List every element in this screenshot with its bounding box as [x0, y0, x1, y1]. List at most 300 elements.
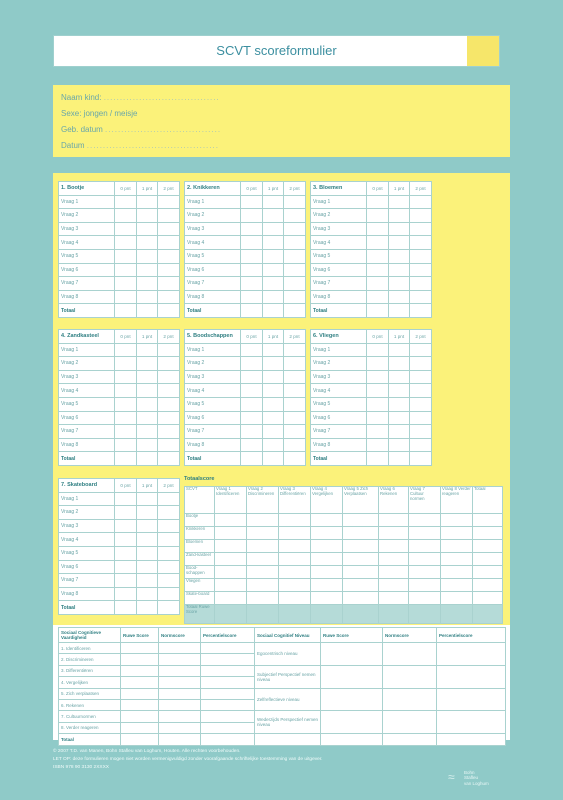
score-cell[interactable]: [410, 438, 432, 452]
score-cell[interactable]: [389, 222, 410, 236]
score-cell[interactable]: [389, 290, 410, 304]
skill-score-cell[interactable]: [121, 654, 159, 665]
score-cell[interactable]: [241, 236, 263, 250]
score-cell[interactable]: [284, 343, 306, 357]
score-cell[interactable]: [137, 370, 158, 384]
summary-total-cell[interactable]: [379, 605, 409, 624]
score-cell[interactable]: [137, 357, 158, 371]
level-score-cell[interactable]: [437, 688, 506, 711]
level-score-cell[interactable]: [383, 688, 437, 711]
score-cell[interactable]: [241, 249, 263, 263]
summary-cell[interactable]: [343, 527, 379, 540]
summary-cell[interactable]: [409, 592, 441, 605]
score-cell[interactable]: [137, 236, 158, 250]
summary-cell[interactable]: [215, 579, 247, 592]
total-cell[interactable]: [389, 304, 410, 318]
score-cell[interactable]: [158, 357, 180, 371]
level-score-cell[interactable]: [321, 643, 383, 666]
score-cell[interactable]: [115, 222, 137, 236]
score-cell[interactable]: [263, 277, 284, 291]
score-cell[interactable]: [389, 249, 410, 263]
score-cell[interactable]: [410, 343, 432, 357]
summary-cell[interactable]: [311, 514, 343, 527]
skill-score-cell[interactable]: [159, 734, 201, 745]
score-cell[interactable]: [158, 236, 180, 250]
score-cell[interactable]: [263, 425, 284, 439]
summary-cell[interactable]: [215, 514, 247, 527]
score-cell[interactable]: [241, 277, 263, 291]
score-cell[interactable]: [367, 370, 389, 384]
score-cell[interactable]: [158, 263, 180, 277]
summary-total-cell[interactable]: [441, 605, 473, 624]
total-cell[interactable]: [115, 304, 137, 318]
score-cell[interactable]: [389, 397, 410, 411]
summary-cell[interactable]: [441, 527, 473, 540]
total-cell[interactable]: [137, 601, 158, 615]
summary-cell[interactable]: [409, 527, 441, 540]
skill-score-cell[interactable]: [159, 699, 201, 710]
score-cell[interactable]: [263, 249, 284, 263]
score-cell[interactable]: [115, 492, 137, 506]
level-score-cell[interactable]: [437, 711, 506, 734]
score-cell[interactable]: [367, 236, 389, 250]
skill-score-cell[interactable]: [159, 654, 201, 665]
score-cell[interactable]: [158, 209, 180, 223]
score-cell[interactable]: [389, 236, 410, 250]
score-cell[interactable]: [115, 384, 137, 398]
score-cell[interactable]: [284, 438, 306, 452]
score-cell[interactable]: [367, 263, 389, 277]
level-score-cell[interactable]: [383, 711, 437, 734]
score-cell[interactable]: [137, 195, 158, 209]
score-cell[interactable]: [263, 222, 284, 236]
name-field[interactable]: Naam kind: ....................................: [61, 93, 220, 102]
summary-total-cell[interactable]: [247, 605, 279, 624]
score-cell[interactable]: [410, 222, 432, 236]
skill-score-cell[interactable]: [121, 699, 159, 710]
skill-score-cell[interactable]: [159, 677, 201, 688]
score-cell[interactable]: [263, 209, 284, 223]
score-cell[interactable]: [410, 236, 432, 250]
score-cell[interactable]: [284, 425, 306, 439]
summary-cell[interactable]: [247, 540, 279, 553]
total-cell[interactable]: [367, 452, 389, 466]
score-cell[interactable]: [115, 249, 137, 263]
total-cell[interactable]: [137, 452, 158, 466]
level-score-cell[interactable]: [437, 643, 506, 666]
summary-cell[interactable]: [343, 514, 379, 527]
skill-score-cell[interactable]: [121, 643, 159, 654]
summary-cell[interactable]: [473, 527, 503, 540]
score-cell[interactable]: [284, 209, 306, 223]
summary-cell[interactable]: [247, 592, 279, 605]
summary-cell[interactable]: [215, 566, 247, 579]
summary-cell[interactable]: [215, 592, 247, 605]
summary-cell[interactable]: [409, 566, 441, 579]
score-cell[interactable]: [137, 263, 158, 277]
score-cell[interactable]: [367, 290, 389, 304]
score-cell[interactable]: [410, 263, 432, 277]
score-cell[interactable]: [389, 384, 410, 398]
score-cell[interactable]: [137, 222, 158, 236]
summary-total-cell[interactable]: [473, 605, 503, 624]
score-cell[interactable]: [158, 533, 180, 547]
score-cell[interactable]: [263, 195, 284, 209]
summary-cell[interactable]: [441, 540, 473, 553]
score-cell[interactable]: [389, 195, 410, 209]
summary-cell[interactable]: [473, 592, 503, 605]
score-cell[interactable]: [284, 411, 306, 425]
score-cell[interactable]: [137, 384, 158, 398]
score-cell[interactable]: [137, 397, 158, 411]
score-cell[interactable]: [389, 438, 410, 452]
score-cell[interactable]: [241, 222, 263, 236]
summary-cell[interactable]: [441, 566, 473, 579]
summary-total-cell[interactable]: [311, 605, 343, 624]
total-cell[interactable]: [263, 452, 284, 466]
score-cell[interactable]: [367, 397, 389, 411]
skill-score-cell[interactable]: [121, 734, 159, 745]
score-cell[interactable]: [389, 411, 410, 425]
summary-cell[interactable]: [343, 592, 379, 605]
skill-score-cell[interactable]: [201, 711, 255, 722]
level-score-cell[interactable]: [321, 711, 383, 734]
score-cell[interactable]: [284, 236, 306, 250]
score-cell[interactable]: [367, 222, 389, 236]
score-cell[interactable]: [284, 397, 306, 411]
score-cell[interactable]: [241, 343, 263, 357]
score-cell[interactable]: [115, 397, 137, 411]
summary-cell[interactable]: [247, 514, 279, 527]
skill-score-cell[interactable]: [201, 643, 255, 654]
score-cell[interactable]: [137, 587, 158, 601]
score-cell[interactable]: [137, 425, 158, 439]
summary-cell[interactable]: [379, 540, 409, 553]
score-cell[interactable]: [158, 438, 180, 452]
score-cell[interactable]: [115, 519, 137, 533]
level-score-cell[interactable]: [321, 688, 383, 711]
score-cell[interactable]: [115, 411, 137, 425]
level-score-cell[interactable]: [383, 643, 437, 666]
score-cell[interactable]: [158, 370, 180, 384]
skill-score-cell[interactable]: [121, 688, 159, 699]
score-cell[interactable]: [137, 438, 158, 452]
summary-cell[interactable]: [279, 514, 311, 527]
score-cell[interactable]: [263, 290, 284, 304]
score-cell[interactable]: [367, 209, 389, 223]
score-cell[interactable]: [263, 384, 284, 398]
score-cell[interactable]: [284, 290, 306, 304]
summary-cell[interactable]: [311, 566, 343, 579]
score-cell[interactable]: [158, 560, 180, 574]
birthdate-field[interactable]: Geb. datum ....................................: [61, 125, 222, 134]
score-cell[interactable]: [137, 519, 158, 533]
score-cell[interactable]: [241, 397, 263, 411]
skill-score-cell[interactable]: [121, 677, 159, 688]
summary-cell[interactable]: [473, 579, 503, 592]
summary-cell[interactable]: [279, 553, 311, 566]
score-cell[interactable]: [115, 290, 137, 304]
summary-cell[interactable]: [473, 566, 503, 579]
score-cell[interactable]: [137, 290, 158, 304]
score-cell[interactable]: [115, 438, 137, 452]
skill-score-cell[interactable]: [159, 688, 201, 699]
summary-cell[interactable]: [441, 592, 473, 605]
total-cell[interactable]: [284, 452, 306, 466]
score-cell[interactable]: [158, 343, 180, 357]
score-cell[interactable]: [367, 438, 389, 452]
summary-cell[interactable]: [441, 553, 473, 566]
score-cell[interactable]: [115, 195, 137, 209]
score-cell[interactable]: [137, 209, 158, 223]
score-cell[interactable]: [115, 236, 137, 250]
score-cell[interactable]: [115, 587, 137, 601]
total-cell[interactable]: [158, 601, 180, 615]
score-cell[interactable]: [241, 209, 263, 223]
score-cell[interactable]: [137, 560, 158, 574]
score-cell[interactable]: [115, 546, 137, 560]
score-cell[interactable]: [389, 370, 410, 384]
score-cell[interactable]: [137, 492, 158, 506]
score-cell[interactable]: [263, 263, 284, 277]
total-cell[interactable]: [158, 304, 180, 318]
score-cell[interactable]: [410, 195, 432, 209]
score-cell[interactable]: [241, 384, 263, 398]
skill-score-cell[interactable]: [201, 654, 255, 665]
total-cell[interactable]: [410, 304, 432, 318]
score-cell[interactable]: [115, 209, 137, 223]
score-cell[interactable]: [115, 370, 137, 384]
skill-score-cell[interactable]: [159, 711, 201, 722]
score-cell[interactable]: [115, 343, 137, 357]
level-score-cell[interactable]: [437, 665, 506, 688]
total-cell[interactable]: [284, 304, 306, 318]
summary-cell[interactable]: [279, 579, 311, 592]
score-cell[interactable]: [241, 290, 263, 304]
score-cell[interactable]: [389, 425, 410, 439]
sex-field[interactable]: [61, 109, 138, 118]
score-cell[interactable]: [284, 195, 306, 209]
summary-cell[interactable]: [379, 553, 409, 566]
score-cell[interactable]: [241, 370, 263, 384]
score-cell[interactable]: [367, 343, 389, 357]
total-cell[interactable]: [241, 304, 263, 318]
summary-cell[interactable]: [379, 579, 409, 592]
summary-cell[interactable]: [279, 527, 311, 540]
total-cell[interactable]: [115, 601, 137, 615]
score-cell[interactable]: [410, 290, 432, 304]
score-cell[interactable]: [389, 357, 410, 371]
score-cell[interactable]: [263, 357, 284, 371]
score-cell[interactable]: [115, 277, 137, 291]
summary-cell[interactable]: [409, 540, 441, 553]
summary-cell[interactable]: [473, 553, 503, 566]
total-cell[interactable]: [241, 452, 263, 466]
summary-cell[interactable]: [215, 553, 247, 566]
summary-total-cell[interactable]: [343, 605, 379, 624]
score-cell[interactable]: [367, 411, 389, 425]
score-cell[interactable]: [389, 343, 410, 357]
score-cell[interactable]: [241, 425, 263, 439]
score-cell[interactable]: [158, 195, 180, 209]
score-cell[interactable]: [241, 263, 263, 277]
score-cell[interactable]: [137, 506, 158, 520]
score-cell[interactable]: [284, 357, 306, 371]
score-cell[interactable]: [158, 574, 180, 588]
skill-score-cell[interactable]: [201, 665, 255, 676]
summary-cell[interactable]: [215, 540, 247, 553]
score-cell[interactable]: [115, 560, 137, 574]
summary-cell[interactable]: [311, 527, 343, 540]
summary-cell[interactable]: [441, 514, 473, 527]
total-cell[interactable]: [158, 452, 180, 466]
summary-total-cell[interactable]: [279, 605, 311, 624]
date-field[interactable]: Datum .........................................: [61, 141, 219, 150]
skill-score-cell[interactable]: [159, 643, 201, 654]
score-cell[interactable]: [410, 384, 432, 398]
skill-score-cell[interactable]: [121, 722, 159, 733]
score-cell[interactable]: [158, 411, 180, 425]
score-cell[interactable]: [158, 506, 180, 520]
score-cell[interactable]: [263, 411, 284, 425]
score-cell[interactable]: [263, 438, 284, 452]
score-cell[interactable]: [241, 195, 263, 209]
score-cell[interactable]: [367, 384, 389, 398]
score-cell[interactable]: [241, 438, 263, 452]
score-cell[interactable]: [284, 384, 306, 398]
score-cell[interactable]: [410, 411, 432, 425]
summary-cell[interactable]: [279, 566, 311, 579]
score-cell[interactable]: [367, 277, 389, 291]
score-cell[interactable]: [389, 263, 410, 277]
score-cell[interactable]: [158, 492, 180, 506]
summary-cell[interactable]: [379, 592, 409, 605]
score-cell[interactable]: [410, 209, 432, 223]
total-cell[interactable]: [263, 304, 284, 318]
skill-score-cell[interactable]: [201, 688, 255, 699]
summary-cell[interactable]: [311, 579, 343, 592]
score-cell[interactable]: [115, 425, 137, 439]
summary-total-cell[interactable]: [409, 605, 441, 624]
summary-cell[interactable]: [379, 514, 409, 527]
level-score-cell[interactable]: [321, 665, 383, 688]
summary-cell[interactable]: [343, 579, 379, 592]
skill-score-cell[interactable]: [201, 699, 255, 710]
score-cell[interactable]: [137, 411, 158, 425]
skill-score-cell[interactable]: [201, 722, 255, 733]
summary-cell[interactable]: [247, 527, 279, 540]
skill-score-cell[interactable]: [121, 711, 159, 722]
score-cell[interactable]: [158, 546, 180, 560]
score-cell[interactable]: [115, 574, 137, 588]
score-cell[interactable]: [410, 397, 432, 411]
summary-cell[interactable]: [311, 553, 343, 566]
score-cell[interactable]: [389, 209, 410, 223]
score-cell[interactable]: [367, 357, 389, 371]
score-cell[interactable]: [263, 370, 284, 384]
summary-cell[interactable]: [311, 540, 343, 553]
summary-cell[interactable]: [473, 514, 503, 527]
score-cell[interactable]: [389, 277, 410, 291]
score-cell[interactable]: [115, 357, 137, 371]
score-cell[interactable]: [137, 546, 158, 560]
score-cell[interactable]: [137, 574, 158, 588]
score-cell[interactable]: [158, 425, 180, 439]
skill-score-cell[interactable]: [159, 665, 201, 676]
score-cell[interactable]: [158, 384, 180, 398]
summary-cell[interactable]: [343, 540, 379, 553]
total-cell[interactable]: [115, 452, 137, 466]
score-cell[interactable]: [284, 370, 306, 384]
score-cell[interactable]: [410, 277, 432, 291]
score-cell[interactable]: [137, 249, 158, 263]
score-cell[interactable]: [284, 249, 306, 263]
total-cell[interactable]: [137, 304, 158, 318]
summary-cell[interactable]: [279, 540, 311, 553]
summary-cell[interactable]: [311, 592, 343, 605]
score-cell[interactable]: [137, 277, 158, 291]
score-cell[interactable]: [115, 506, 137, 520]
score-cell[interactable]: [137, 533, 158, 547]
score-cell[interactable]: [410, 425, 432, 439]
level-score-cell[interactable]: [383, 665, 437, 688]
score-cell[interactable]: [367, 249, 389, 263]
score-cell[interactable]: [263, 236, 284, 250]
skill-score-cell[interactable]: [159, 722, 201, 733]
score-cell[interactable]: [158, 222, 180, 236]
score-cell[interactable]: [158, 397, 180, 411]
summary-cell[interactable]: [409, 553, 441, 566]
skill-score-cell[interactable]: [121, 665, 159, 676]
score-cell[interactable]: [367, 425, 389, 439]
score-cell[interactable]: [410, 249, 432, 263]
score-cell[interactable]: [158, 587, 180, 601]
score-cell[interactable]: [284, 277, 306, 291]
score-cell[interactable]: [263, 397, 284, 411]
summary-cell[interactable]: [343, 553, 379, 566]
score-cell[interactable]: [115, 263, 137, 277]
score-cell[interactable]: [263, 343, 284, 357]
total-cell[interactable]: [367, 304, 389, 318]
score-cell[interactable]: [158, 249, 180, 263]
summary-cell[interactable]: [409, 514, 441, 527]
score-cell[interactable]: [158, 277, 180, 291]
summary-cell[interactable]: [247, 553, 279, 566]
score-cell[interactable]: [158, 519, 180, 533]
summary-cell[interactable]: [441, 579, 473, 592]
summary-cell[interactable]: [247, 579, 279, 592]
score-cell[interactable]: [284, 222, 306, 236]
total-cell[interactable]: [389, 452, 410, 466]
score-cell[interactable]: [158, 290, 180, 304]
score-cell[interactable]: [367, 195, 389, 209]
summary-cell[interactable]: [409, 579, 441, 592]
summary-cell[interactable]: [379, 527, 409, 540]
summary-total-cell[interactable]: [215, 605, 247, 624]
score-cell[interactable]: [241, 357, 263, 371]
score-cell[interactable]: [284, 263, 306, 277]
total-cell[interactable]: [410, 452, 432, 466]
skill-score-cell[interactable]: [201, 677, 255, 688]
score-cell[interactable]: [137, 343, 158, 357]
score-cell[interactable]: [241, 411, 263, 425]
summary-cell[interactable]: [379, 566, 409, 579]
score-cell[interactable]: [410, 370, 432, 384]
skill-score-cell[interactable]: [201, 734, 255, 745]
summary-cell[interactable]: [215, 527, 247, 540]
score-cell[interactable]: [410, 357, 432, 371]
summary-cell[interactable]: [247, 566, 279, 579]
